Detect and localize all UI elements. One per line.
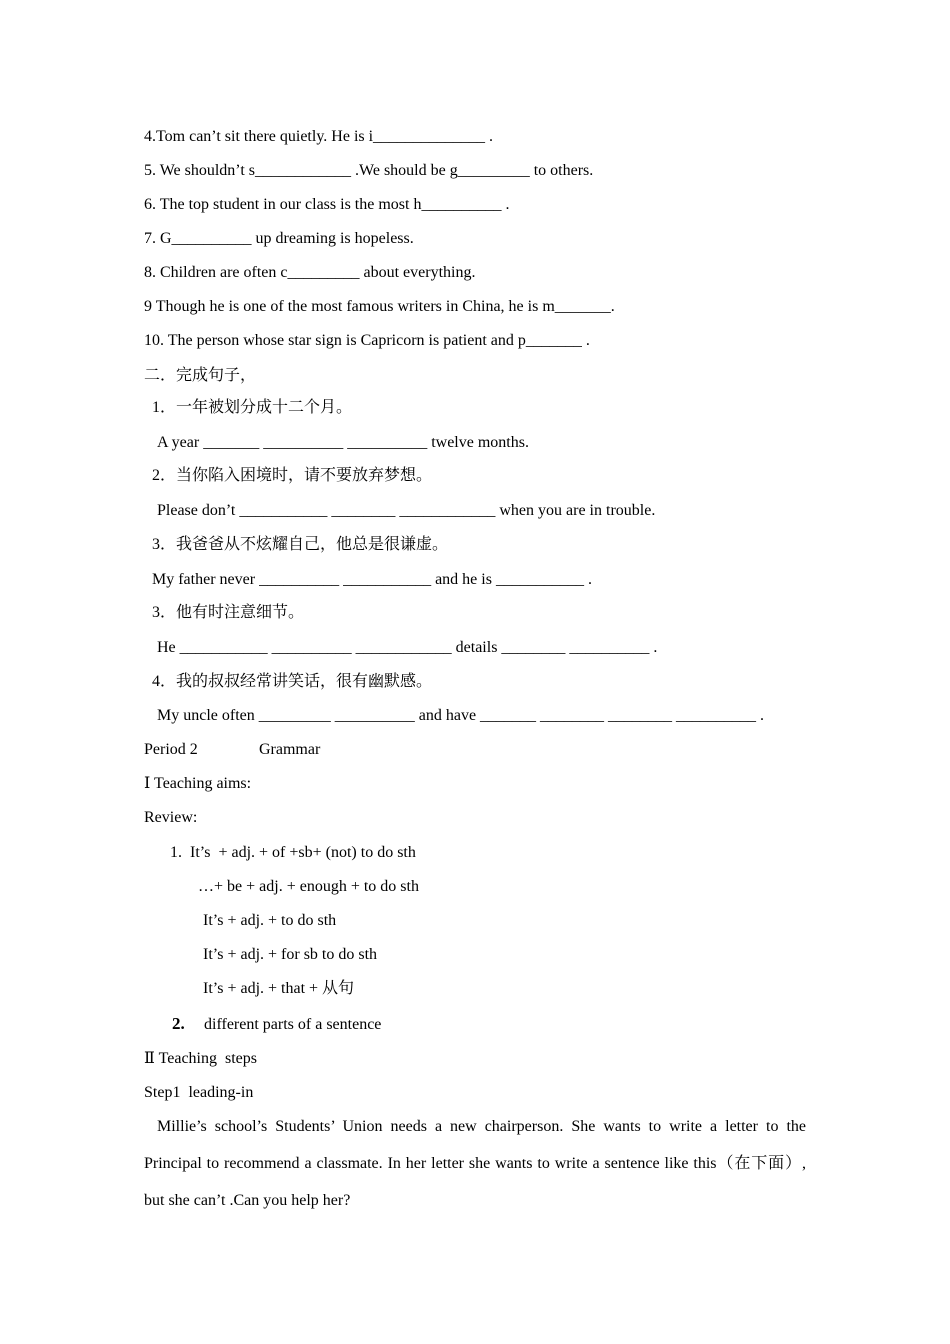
exercise-4: 4.Tom can’t sit there quietly. He is i______________ . bbox=[144, 128, 494, 145]
exercise-6: 6. The top student in our class is the most h__________ . bbox=[144, 196, 510, 213]
sentence-3-chinese: 3．我爸爸从不炫耀自己，他总是很谦虚。 bbox=[152, 536, 449, 553]
sentence-5-chinese: 4．我的叔叔经常讲笑话，很有幽默感。 bbox=[152, 673, 433, 690]
step1-heading: Step1 leading-in bbox=[144, 1084, 254, 1101]
exercise-7: 7. G__________ up dreaming is hopeless. bbox=[144, 230, 414, 247]
step1-paragraph: Millie’s school’s Students’ Union needs a new chairperson. She wants to write a letter to the Principal to recommend a classmate. In her letter she wants to write a sentence like this（在下面）, but she can’t .Can you help her? bbox=[144, 1118, 806, 1209]
review-item-that: It’s + adj. + that + 从句 bbox=[203, 980, 355, 997]
period-topic: Grammar bbox=[259, 741, 321, 758]
exercise-9: 9 Though he is one of the most famous writers in China, he is m_______. bbox=[144, 298, 615, 315]
exercise-10: 10. The person whose star sign is Capricorn is patient and p_______ . bbox=[144, 332, 590, 349]
exercise-8: 8. Children are often c_________ about everything. bbox=[144, 264, 476, 281]
review-item-enough: …+ be + adj. + enough + to do sth bbox=[198, 878, 419, 895]
review-item-1: 1. It’s + adj. + of +sb+ (not) to do sth bbox=[170, 844, 416, 861]
review-item-for-sb: It’s + adj. + for sb to do sth bbox=[203, 946, 378, 963]
sentence-2-english: Please don’t ___________ ________ ____________ when you are in trouble. bbox=[157, 502, 656, 519]
sentence-4-english: He ___________ __________ ____________ details ________ __________ . bbox=[157, 639, 658, 656]
review-point-2-text: different parts of a sentence bbox=[204, 1016, 382, 1033]
teaching-steps-heading: Ⅱ Teaching steps bbox=[144, 1050, 257, 1067]
sentence-4-chinese: 3．他有时注意细节。 bbox=[152, 604, 305, 621]
period-label: Period 2 bbox=[144, 741, 198, 758]
sentence-1-chinese: 1．一年被划分成十二个月。 bbox=[152, 399, 353, 416]
sentence-3-english: My father never __________ ___________ and he is ___________ . bbox=[152, 571, 592, 588]
sentence-5-english: My uncle often _________ __________ and have _______ ________ ________ __________ . bbox=[157, 707, 765, 724]
exercise-5: 5. We shouldn’t s____________ .We should be g_________ to others. bbox=[144, 162, 594, 179]
section2-heading: 二．完成句子， bbox=[144, 367, 257, 384]
review-point-2-number: 2. bbox=[172, 1014, 185, 1033]
review-item-to-do: It’s + adj. + to do sth bbox=[203, 912, 337, 929]
teaching-aims-heading: Ⅰ Teaching aims: bbox=[144, 775, 252, 792]
sentence-1-english: A year _______ __________ __________ twelve months. bbox=[157, 434, 529, 451]
sentence-2-chinese: 2．当你陷入困境时，请不要放弃梦想。 bbox=[152, 467, 433, 484]
review-heading: Review: bbox=[144, 809, 198, 826]
